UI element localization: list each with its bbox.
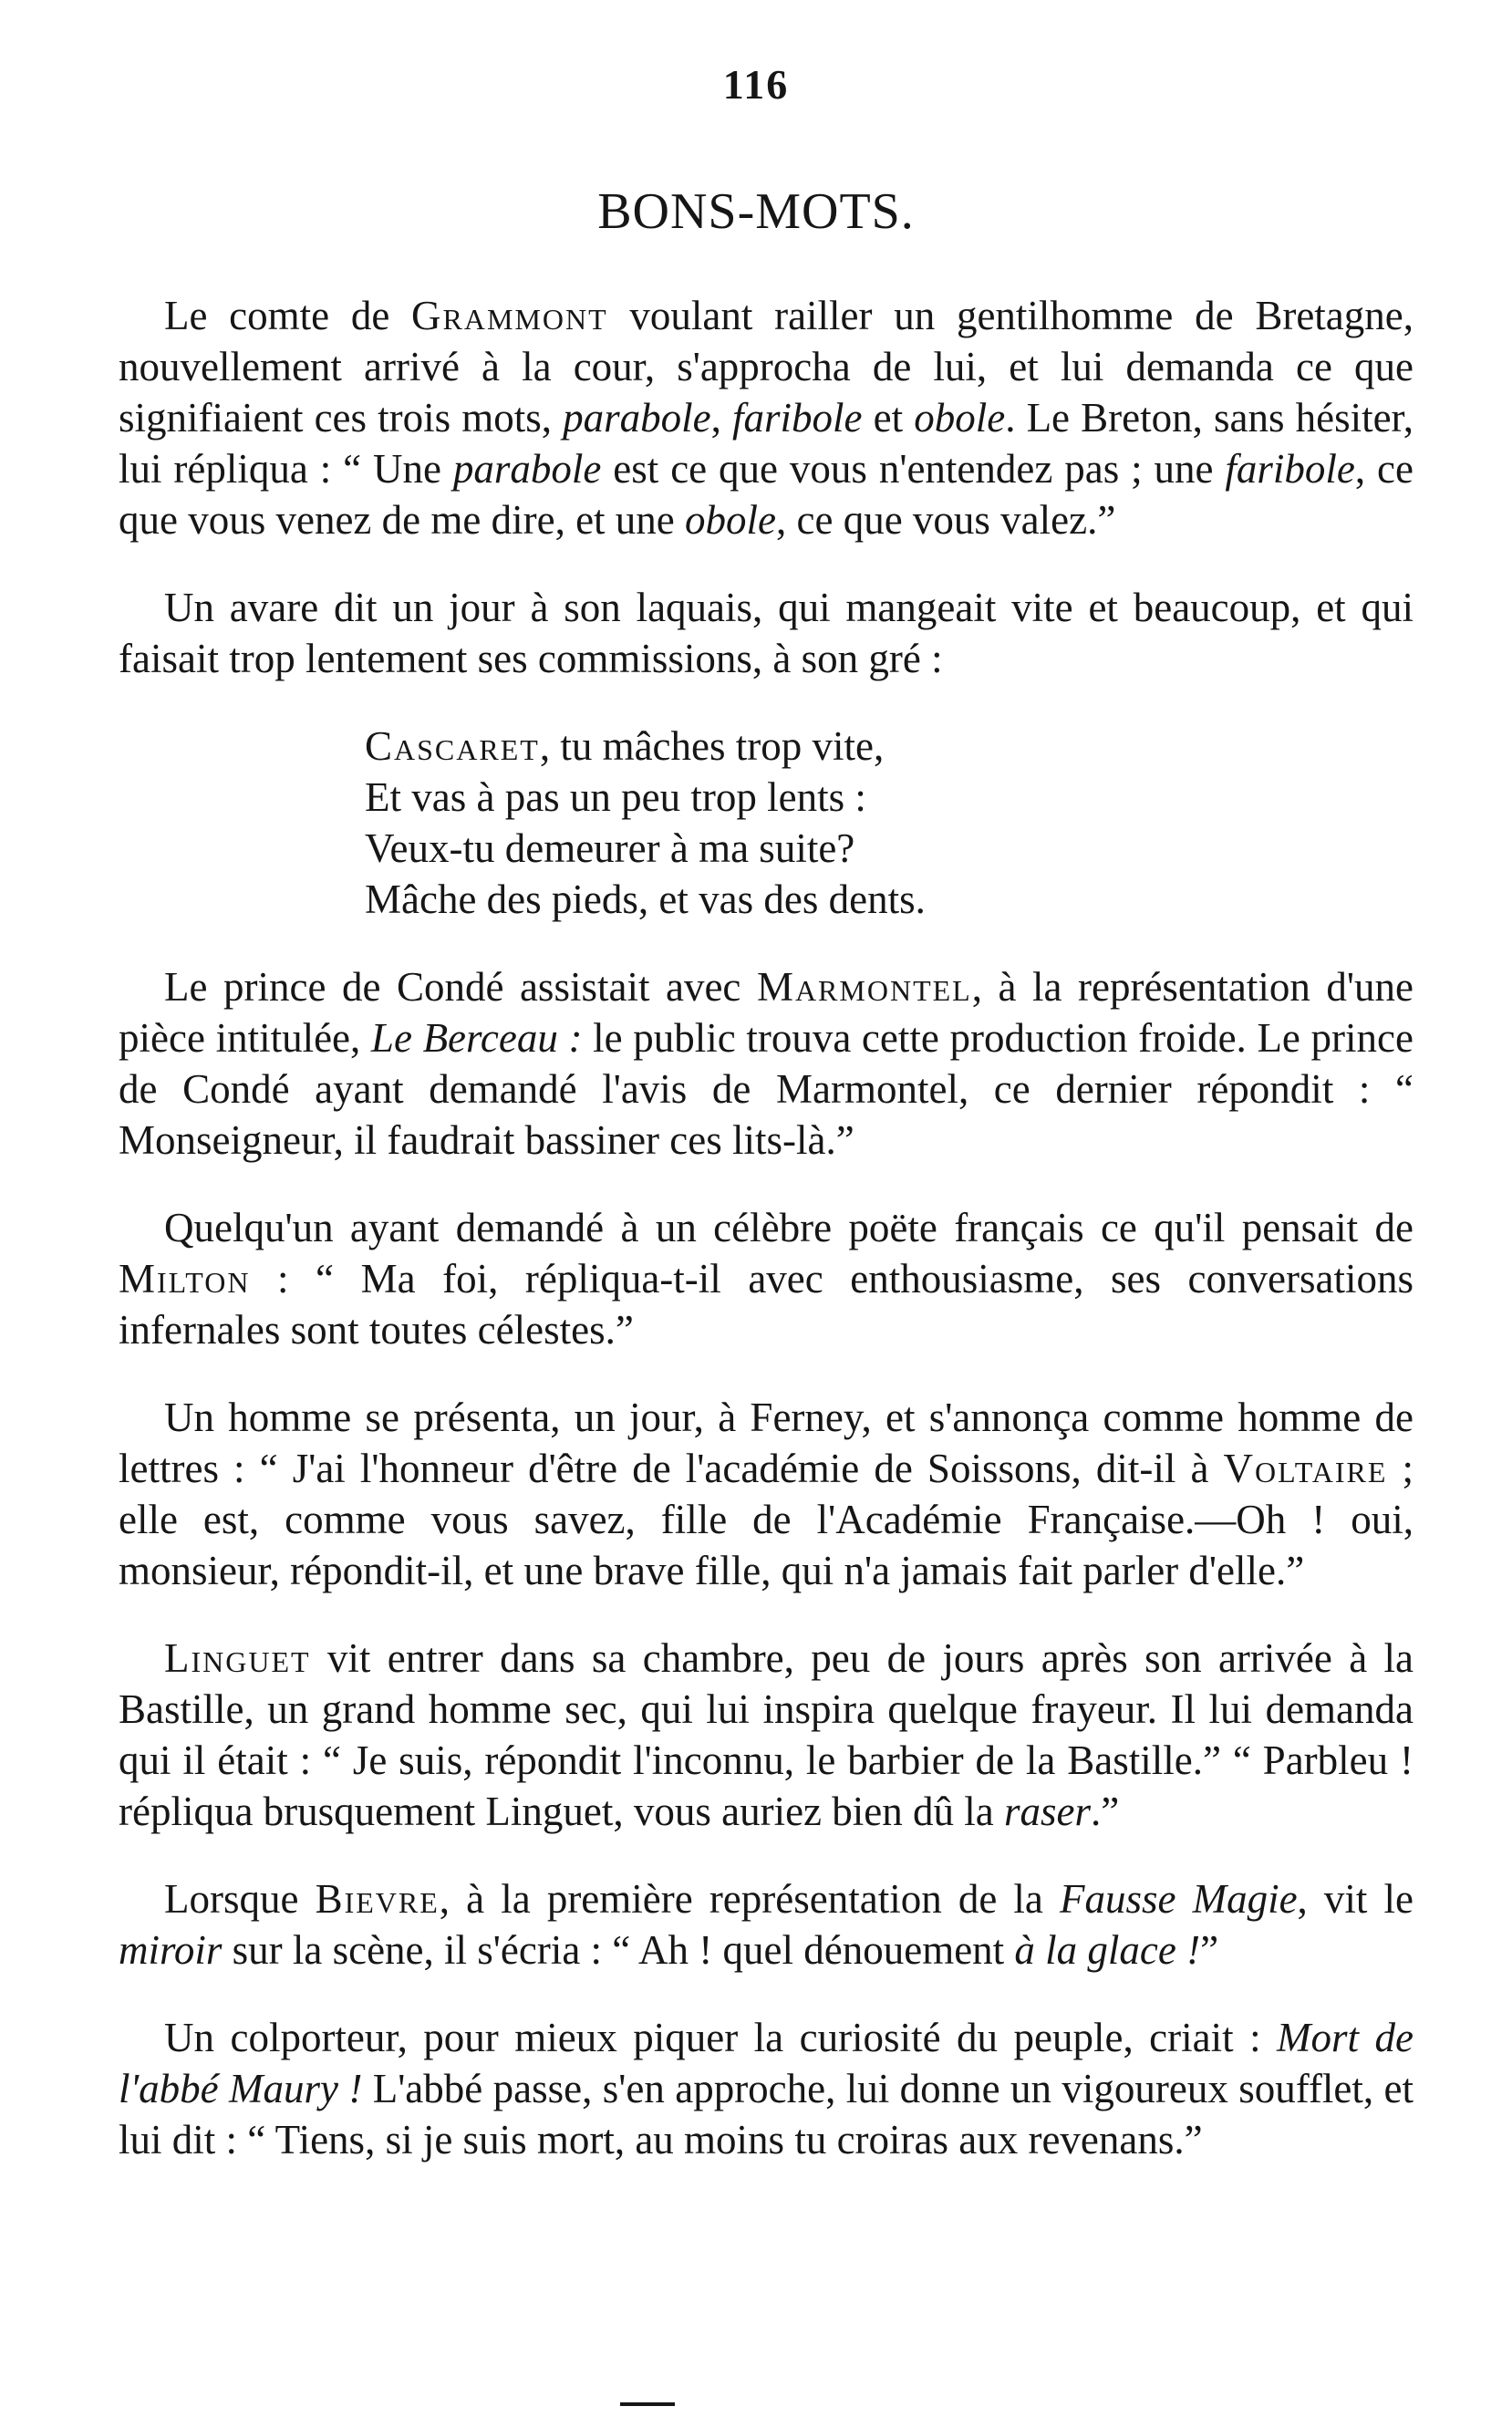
text-run: , ce que vous venez de me dire, et une [119,446,1414,543]
page-number: 116 [722,61,790,108]
page-title: BONS-MOTS. [597,183,915,240]
verse-line [365,721,1414,772]
anecdote-avare: Un avare dit un jour à son laquais, qui mangeait vite et beaucoup, et qui faisait trop lentement ses commissions, à son gré : [119,585,1414,681]
italic-word: faribole [1225,446,1355,492]
text-run: Le prince de Condé assistait avec [164,964,757,1010]
person-name: Linguet [164,1635,311,1681]
text-run: , ce que vous valez.” [776,497,1116,543]
text-run: Un homme se présenta, un jour, à Ferney, et s'annonça comme homme de lettres : “ J'ai l'honneur d'être de l'académie de Soissons, dit-il à [119,1395,1414,1491]
text-run: sur la scène, il s'écria : “ Ah ! quel dénouement [222,1927,1015,1973]
italic-phrase: Mort de l'abbé Maury ! [119,2015,1414,2111]
text-run: ” [1200,1927,1219,1973]
text-run: vit entrer dans sa chambre, peu de jours après son arrivée à la Bastille, un grand homme sec, qui lui inspira quelque frayeur. Il lui demanda qui il était : “ Je suis, répondit l'inconnu, le barbier de la Bastille.” “ Parbleu ! répliqua brusquement Linguet, vous auriez bien dû la [119,1635,1414,1834]
text-run: : “ Ma foi, répliqua-t-il avec enthousiasme, ses conversations infernales sont toutes célestes.” [119,1256,1414,1353]
page-body [119,290,1414,2202]
text-run: voulant railler un gentilhomme de Bretagne, nouvellement arrivé à la cour, s'approcha de lui, et lui demanda ce que signifiaient ces trois mots, [119,293,1414,441]
italic-word: parabole [452,446,602,492]
text-run: le public trouva cette production froide. Le prince de Condé ayant demandé l'avis de Marmontel, ce dernier répondit : “ Monseigneur, il faudrait bassiner ces lits-là.” [119,1015,1414,1163]
anecdote-marmontel [119,961,1414,1166]
text-run: Le comte de [164,293,412,338]
text-run: , vit le [1297,1876,1414,1922]
text-run: est ce que vous n'entendez pas ; une [601,446,1226,492]
text-run: Un colporteur, pour mieux piquer la curiosité du peuple, criait : [164,2015,1278,2060]
anecdote-linguet [119,1633,1414,1837]
text-run: . Le Breton, sans hésiter, lui répliqua : “ Une [119,395,1414,492]
text-run: , tu mâches trop vite, [539,723,885,769]
verse-line: Et vas à pas un peu trop lents : [365,774,866,820]
anecdote-bievre [119,1873,1414,1976]
italic-word: à la glace ! [1014,1927,1201,1973]
person-name: Marmontel [756,964,972,1010]
anecdote-voltaire [119,1392,1414,1596]
person-name: Voltaire [1223,1446,1388,1491]
text-run: , à la représentation d'une pièce intitulée, [119,964,1414,1061]
text-run: .” [1091,1789,1120,1834]
text-run: , à la première représentation de la [439,1876,1060,1922]
text-run: L'abbé passe, s'en approche, lui donne un vigoureux soufflet, et lui dit : “ Tiens, si je suis mort, au moins tu croiras aux revenans.” [119,2066,1414,2163]
text-run: et [862,395,915,441]
italic-word: miroir [119,1927,223,1973]
italic-word: raser [1003,1789,1091,1834]
anecdote-maury [119,2012,1414,2165]
italic-title: Fausse Magie [1059,1876,1298,1922]
text-run: ; elle est, comme vous savez, fille de l'Académie Française.—Oh ! oui, monsieur, répondit-il, et une brave fille, qui n'a jamais fait parler d'elle.” [119,1446,1414,1593]
verse-line: Mâche des pieds, et vas des dents. [365,876,926,922]
person-name: Grammont [411,293,608,338]
anecdote-milton [119,1202,1414,1355]
person-name: Bievre [315,1876,440,1922]
person-name: Milton [119,1256,251,1302]
italic-title: Le Berceau : [370,1015,583,1061]
verse-line: Veux-tu demeurer à ma suite? [365,825,855,871]
verse-cascaret [365,721,1414,925]
text-run: Quelqu'un ayant demandé à un célèbre poëte français ce qu'il pensait de [164,1205,1414,1250]
italic-word: obole [914,395,1006,441]
italic-word: faribole [732,395,863,441]
anecdote-grammont [119,290,1414,545]
italic-word: obole [685,497,776,543]
text-run: Lorsque [164,1876,316,1922]
footer-rule [620,2402,675,2406]
person-name: Cascaret [365,723,540,769]
text-run: , [710,395,733,441]
italic-word: parabole [563,395,711,441]
